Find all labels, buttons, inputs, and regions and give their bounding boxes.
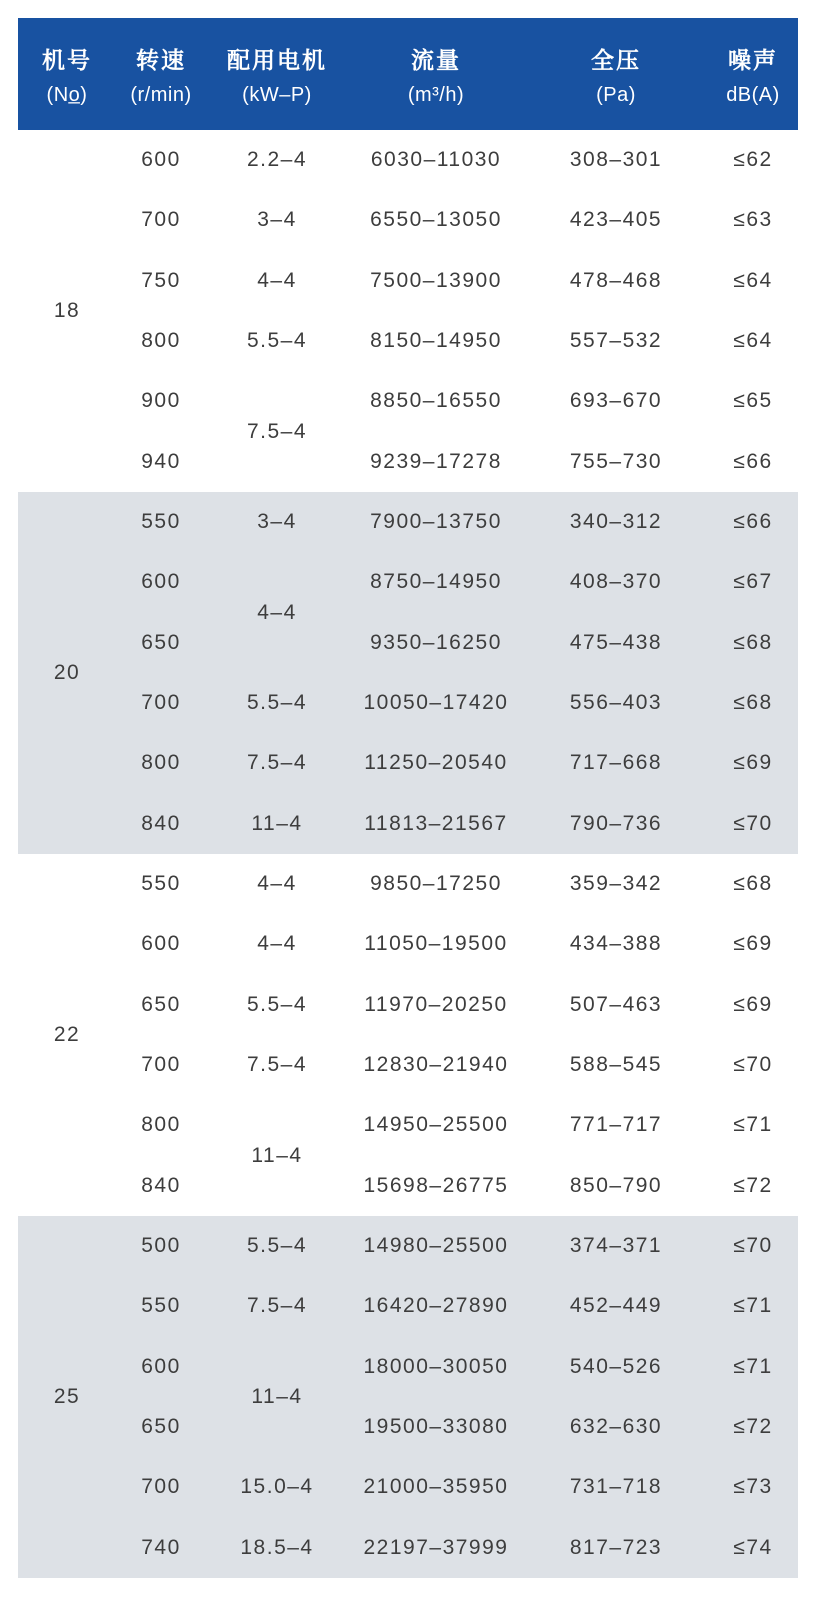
speed-cell: 800 — [141, 1113, 181, 1137]
pressure-cell: 632–630 — [569, 1415, 663, 1439]
noise-cell: ≤66 — [733, 449, 773, 473]
pressure-cell: 790–736 — [569, 811, 663, 835]
motor-cell: 18.5–4 — [240, 1535, 314, 1559]
speed-cell: 600 — [141, 570, 181, 594]
speed-cell: 700 — [141, 1053, 181, 1077]
header-col-motor — [206, 18, 348, 130]
flow-cell: 6030–11030 — [370, 148, 502, 172]
pressure-cell: 408–370 — [569, 570, 663, 594]
pressure-cell: 507–463 — [569, 992, 663, 1016]
pressure-cell: 755–730 — [569, 449, 663, 473]
pressure-cell: 452–449 — [569, 1294, 663, 1318]
header-col-speed — [116, 18, 206, 130]
pressure-cell: 374–371 — [569, 1234, 663, 1258]
flow-cell: 8750–14950 — [370, 570, 502, 594]
motor-cell: 11–4 — [251, 811, 303, 835]
flow-cell: 9239–17278 — [370, 449, 502, 473]
noise-cell: ≤68 — [733, 872, 773, 896]
model-number-cell: 20 — [53, 660, 81, 684]
pressure-cell: 693–670 — [569, 389, 663, 413]
motor-cell: 15.0–4 — [240, 1475, 314, 1499]
speed-cell: 600 — [141, 1354, 181, 1378]
speed-cell: 650 — [141, 1415, 181, 1439]
speed-cell: 550 — [141, 510, 181, 534]
model-group — [18, 854, 798, 1216]
flow-cell: 21000–35950 — [363, 1475, 509, 1499]
pressure-cell: 423–405 — [569, 208, 663, 232]
flow-cell: 7500–13900 — [370, 268, 502, 292]
pressure-cell: 850–790 — [569, 1173, 663, 1197]
flow-cell: 11970–20250 — [364, 992, 508, 1016]
header-unit: (m³/h) — [407, 83, 465, 106]
noise-cell: ≤72 — [733, 1415, 773, 1439]
flow-cell: 14950–25500 — [363, 1113, 509, 1137]
noise-cell: ≤69 — [733, 932, 773, 956]
header-col-flow — [348, 18, 524, 130]
header-unit: (No̲) — [46, 83, 88, 106]
motor-cell: 4–4 — [257, 932, 297, 956]
noise-cell: ≤64 — [733, 268, 773, 292]
model-group — [18, 130, 798, 492]
header-title: 全压 — [591, 46, 641, 73]
flow-cell: 8150–14950 — [370, 329, 502, 353]
speed-cell: 940 — [141, 449, 181, 473]
speed-cell: 700 — [141, 691, 181, 715]
model-group — [18, 1216, 798, 1578]
speed-cell: 500 — [141, 1234, 181, 1258]
speed-cell: 550 — [141, 1294, 181, 1318]
noise-cell: ≤73 — [733, 1475, 773, 1499]
motor-cell: 7.5–4 — [246, 1053, 308, 1077]
noise-cell: ≤69 — [733, 751, 773, 775]
speed-cell: 800 — [141, 751, 181, 775]
model-number-cell: 22 — [53, 1022, 81, 1046]
table-header — [18, 18, 798, 130]
motor-cell: 3–4 — [257, 510, 297, 534]
pressure-cell: 557–532 — [569, 329, 663, 353]
noise-cell: ≤68 — [733, 691, 773, 715]
speed-cell: 840 — [141, 1173, 181, 1197]
speed-cell: 650 — [141, 630, 181, 654]
header-title: 噪声 — [728, 46, 778, 73]
flow-cell: 10050–17420 — [363, 691, 509, 715]
speed-cell: 800 — [141, 329, 181, 353]
pressure-cell: 588–545 — [569, 1053, 663, 1077]
speed-cell: 750 — [141, 268, 181, 292]
noise-cell: ≤70 — [733, 811, 773, 835]
flow-cell: 11250–20540 — [364, 751, 508, 775]
motor-cell: 7.5–4 — [246, 751, 308, 775]
header-title: 机号 — [42, 46, 92, 73]
motor-cell: 5.5–4 — [246, 992, 308, 1016]
model-group — [18, 492, 798, 854]
noise-cell: ≤65 — [733, 389, 773, 413]
pressure-cell: 340–312 — [569, 510, 663, 534]
motor-cell: 4–4 — [257, 268, 297, 292]
flow-cell: 16420–27890 — [363, 1294, 509, 1318]
flow-cell: 6550–13050 — [370, 208, 502, 232]
header-unit: (r/min) — [130, 83, 192, 106]
flow-cell: 8850–16550 — [370, 389, 502, 413]
motor-cell: 4–4 — [257, 600, 297, 624]
noise-cell: ≤74 — [733, 1535, 773, 1559]
speed-cell: 600 — [141, 932, 181, 956]
header-unit: (Pa) — [596, 83, 636, 106]
noise-cell: ≤71 — [733, 1294, 773, 1318]
noise-cell: ≤63 — [733, 208, 773, 232]
noise-cell: ≤67 — [733, 570, 773, 594]
noise-cell: ≤66 — [733, 510, 773, 534]
table-body — [18, 130, 798, 1578]
flow-cell: 14980–25500 — [363, 1234, 509, 1258]
speed-cell: 700 — [141, 208, 181, 232]
pressure-cell: 308–301 — [569, 148, 663, 172]
motor-cell: 4–4 — [257, 872, 297, 896]
flow-cell: 15698–26775 — [363, 1173, 509, 1197]
header-col-noise — [708, 18, 798, 130]
pressure-cell: 771–717 — [569, 1113, 663, 1137]
header-col-pressure — [524, 18, 708, 130]
motor-cell: 11–4 — [251, 1384, 303, 1408]
flow-cell: 22197–37999 — [363, 1535, 509, 1559]
motor-cell: 2.2–4 — [246, 148, 308, 172]
noise-cell: ≤69 — [733, 992, 773, 1016]
pressure-cell: 478–468 — [569, 268, 663, 292]
noise-cell: ≤62 — [733, 148, 773, 172]
header-col-model — [18, 18, 116, 130]
pressure-cell: 731–718 — [569, 1475, 663, 1499]
motor-cell: 3–4 — [257, 208, 297, 232]
motor-cell: 5.5–4 — [246, 329, 308, 353]
speed-cell: 550 — [141, 872, 181, 896]
motor-cell: 5.5–4 — [246, 1234, 308, 1258]
flow-cell: 11813–21567 — [364, 811, 508, 835]
speed-cell: 740 — [141, 1535, 181, 1559]
header-unit: (kW–P) — [242, 83, 312, 106]
header-title: 转速 — [136, 46, 186, 73]
header-title: 配用电机 — [227, 46, 327, 73]
pressure-cell: 817–723 — [569, 1535, 663, 1559]
flow-cell: 9850–17250 — [370, 872, 502, 896]
fan-spec-table — [18, 18, 798, 1578]
flow-cell: 9350–16250 — [370, 630, 502, 654]
pressure-cell: 556–403 — [569, 691, 663, 715]
flow-cell: 12830–21940 — [363, 1053, 509, 1077]
speed-cell: 650 — [141, 992, 181, 1016]
flow-cell: 11050–19500 — [364, 932, 508, 956]
speed-cell: 700 — [141, 1475, 181, 1499]
noise-cell: ≤72 — [733, 1173, 773, 1197]
motor-cell: 7.5–4 — [246, 1294, 308, 1318]
motor-cell: 11–4 — [251, 1143, 303, 1167]
header-unit: dB(A) — [726, 83, 780, 106]
model-number-cell: 18 — [53, 298, 81, 322]
flow-cell: 18000–30050 — [363, 1354, 509, 1378]
flow-cell: 7900–13750 — [370, 510, 502, 534]
model-number-cell: 25 — [53, 1384, 81, 1408]
noise-cell: ≤71 — [733, 1113, 773, 1137]
noise-cell: ≤68 — [733, 630, 773, 654]
speed-cell: 900 — [141, 389, 181, 413]
noise-cell: ≤70 — [733, 1234, 773, 1258]
pressure-cell: 475–438 — [569, 630, 663, 654]
noise-cell: ≤64 — [733, 329, 773, 353]
pressure-cell: 717–668 — [569, 751, 663, 775]
motor-cell: 7.5–4 — [246, 419, 308, 443]
pressure-cell: 359–342 — [569, 872, 663, 896]
speed-cell: 600 — [141, 148, 181, 172]
flow-cell: 19500–33080 — [363, 1415, 509, 1439]
pressure-cell: 540–526 — [569, 1354, 663, 1378]
pressure-cell: 434–388 — [569, 932, 663, 956]
header-title: 流量 — [411, 46, 461, 73]
speed-cell: 840 — [141, 811, 181, 835]
motor-cell: 5.5–4 — [246, 691, 308, 715]
noise-cell: ≤70 — [733, 1053, 773, 1077]
noise-cell: ≤71 — [733, 1354, 773, 1378]
